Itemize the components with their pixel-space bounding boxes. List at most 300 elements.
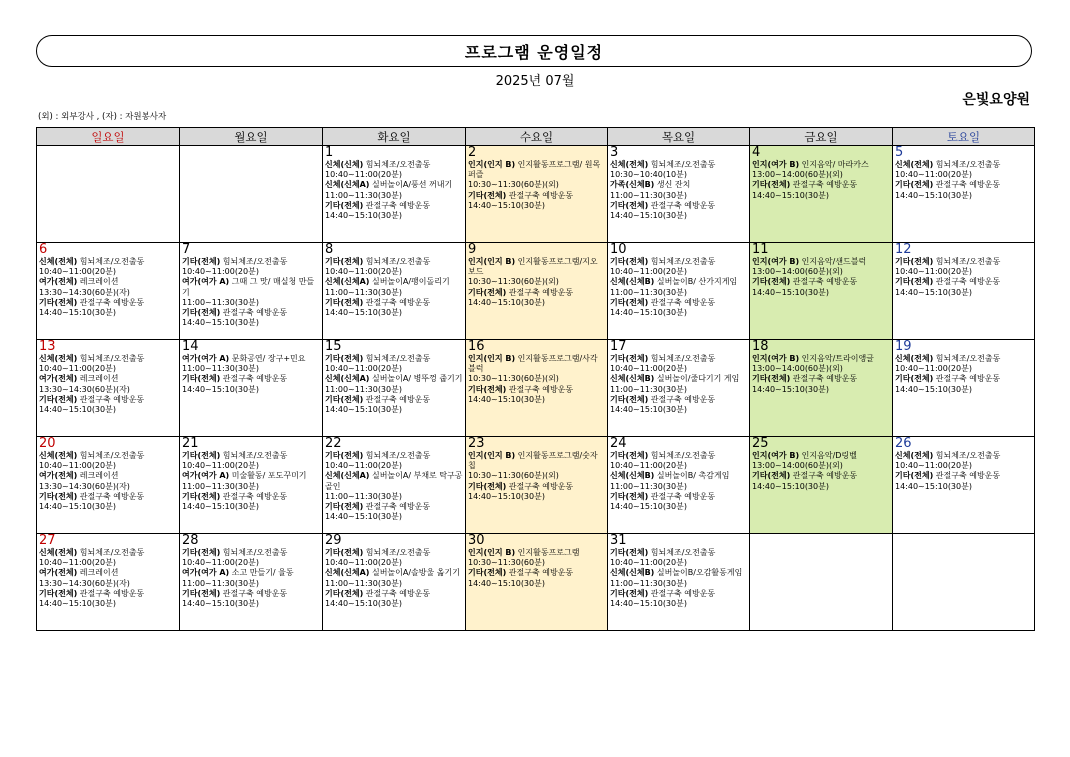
schedule-entry [325,492,463,502]
day-cell [323,146,466,243]
day-number: 17 [610,339,627,354]
schedule-entry [610,568,747,578]
entry-category: 여가(여가 A) [182,568,230,578]
entry-category: 여가(전체) [39,568,78,578]
schedule-entries [895,160,1032,201]
schedule-entry [39,492,177,502]
entry-category: 기타(전체) [895,277,934,287]
schedule-entry [39,267,177,277]
day-number: 13 [39,339,56,354]
entry-category: 기타(전체) [182,588,221,598]
schedule-entry [325,180,463,190]
entry-text: 10:40~11:00(20분) [182,558,259,568]
schedule-entry [752,288,890,298]
day-cell [750,534,893,631]
entry-text: 힘뇌체조/오전출동 [77,451,145,460]
day-cell [180,534,323,631]
entry-category: 기타(전체) [752,374,791,384]
entry-category: 신체(신체A) [325,471,370,481]
entry-text: 11:00~11:30(30분) [182,578,259,588]
day-number: 15 [325,339,342,354]
day-number: 18 [752,339,769,354]
weekday-header-thu: 목요일 [608,128,750,146]
entry-text: 미술활동/ 포도꾸미기 [229,471,307,481]
entry-text: 11:00~11:30(30분) [182,297,259,307]
entry-category: 여가(전체) [39,277,78,287]
schedule-entries [610,257,747,318]
entry-text: 10:40~11:00(20분) [325,267,402,277]
entry-category: 기타(전체) [610,354,649,363]
schedule-entry [39,277,177,287]
entry-text: 14:40~15:10(30분) [39,405,116,415]
entry-text: 10:30~11:30(60분)(외) [468,277,559,287]
schedule-entry [610,385,747,395]
schedule-entry [325,288,463,298]
schedule-entry [610,308,747,318]
schedule-entry [610,374,747,384]
schedule-entry [610,201,747,211]
entry-text: 13:00~14:00(60분)(외) [752,461,843,471]
schedule-entry [610,180,747,190]
day-number: 23 [468,436,485,451]
schedule-entry [752,277,890,287]
day-number: 21 [182,436,199,451]
entry-category: 신체(신체A) [325,568,370,578]
entry-text: 관절구축 예방운동 [77,491,145,501]
schedule-entry [610,364,747,374]
entry-category: 신체(신체A) [325,374,370,384]
entry-category: 기타(전체) [468,481,507,491]
entry-text: 힘뇌체조/오전출동 [363,257,431,266]
entry-category: 신체(전체) [895,451,934,460]
entry-text: 11:00~11:30(30분) [610,578,687,588]
weekday-header-fri: 금요일 [750,128,893,146]
entry-text: 관절구축 예방운동 [506,190,574,200]
day-cell [750,146,893,243]
entry-text: 10:40~11:00(20분) [39,364,116,374]
schedule-entry [39,395,177,405]
legend-note: (외) : 외부강사 , (자) : 자원봉사자 [38,112,167,122]
schedule-entry [182,298,320,308]
entry-text: 힘뇌체조/오전출동 [648,548,716,557]
entry-text: 14:40~15:10(30분) [895,481,972,491]
entry-text: 레크레이션 [77,471,119,481]
schedule-entries [895,257,1032,298]
day-number: 27 [39,533,56,548]
entry-text: 문화공연/ 장구+민요 [229,354,306,363]
entry-category: 기타(전체) [895,257,934,266]
schedule-entry [752,170,890,180]
entry-text: 힘뇌체조/오전출동 [648,257,716,266]
schedule-entries [325,354,463,415]
day-number: 29 [325,533,342,548]
schedule-entry [895,451,1032,461]
schedule-entries [752,451,890,492]
schedule-entry [610,160,747,170]
schedule-entry [610,267,747,277]
entry-category: 기타(전체) [752,471,791,481]
entry-text: 관절구축 예방운동 [933,471,1001,481]
week-row [37,146,1035,243]
schedule-entry [895,385,1032,395]
schedule-entry [610,451,747,461]
entry-text: 10:30~10:40(10분) [610,170,687,180]
entry-category: 여가(여가 A) [182,277,230,287]
entry-text: 인지활동프로그램/숫자칩 [468,451,598,471]
entry-category: 기타(전체) [325,588,364,598]
entry-text: 힘뇌체조/오전출동 [363,451,431,460]
entry-category: 인지(인지 B) [468,451,516,460]
day-cell [608,534,750,631]
day-cell [608,340,750,437]
entry-text: 10:40~11:00(20분) [325,558,402,568]
entry-category: 기타(전체) [325,200,364,210]
day-number: 11 [752,242,769,257]
schedule-entry [610,298,747,308]
entry-text: 11:00~11:30(30분) [325,384,402,394]
schedule-entry [468,558,605,568]
entry-category: 인지(인지 B) [468,548,516,557]
day-cell [37,146,180,243]
schedule-entry [895,277,1032,287]
schedule-entry [610,277,747,287]
day-cell [37,534,180,631]
schedule-entry [468,277,605,287]
schedule-entry [610,471,747,481]
entry-text: 14:40~15:10(30분) [325,599,402,609]
day-cell [893,146,1035,243]
schedule-entry [610,461,747,471]
entry-text: 관절구축 예방운동 [933,180,1001,190]
entry-text: 힘뇌체조/오전출동 [77,257,145,266]
entry-category: 기타(전체) [468,190,507,200]
schedule-entry [325,211,463,221]
entry-category: 여가(전체) [39,471,78,481]
day-cell [466,534,608,631]
week-row [37,437,1035,534]
entry-category: 기타(전체) [325,451,364,460]
schedule-entry [325,257,463,267]
schedule-entries [39,354,177,415]
schedule-entry [895,288,1032,298]
day-cell [466,243,608,340]
schedule-entry [39,568,177,578]
schedule-entry [39,461,177,471]
schedule-entry [325,599,463,609]
entry-category: 기타(전체) [895,180,934,190]
day-number: 5 [895,145,904,160]
schedule-entry [39,308,177,318]
entry-category: 여가(여가 A) [182,354,230,363]
entry-text: 14:40~15:10(30분) [325,512,402,522]
entry-text: 관절구축 예방운동 [220,491,288,501]
entry-text: 11:00~11:30(30분) [325,578,402,588]
day-number: 1 [325,145,334,160]
schedule-entry [610,288,747,298]
entry-category: 가족(신체B) [610,180,655,190]
schedule-entries [752,257,890,298]
entry-category: 신체(전체) [39,548,78,557]
entry-text: 11:00~11:30(30분) [325,190,402,200]
entry-text: 힘뇌체조/오전출동 [220,451,288,460]
entry-text: 관절구축 예방운동 [790,471,858,481]
entry-text: 11:00~11:30(30분) [325,491,402,501]
schedule-entry [39,298,177,308]
schedule-entry [610,492,747,502]
entry-text: 13:00~14:00(60분)(외) [752,267,843,277]
entry-text: 관절구축 예방운동 [506,287,574,297]
entry-text: 실버놀이A/솔방울 옮기기 [369,568,460,578]
schedule-entry [39,288,177,298]
entry-category: 기타(전체) [610,548,649,557]
schedule-entry [752,451,890,461]
entry-category: 기타(전체) [895,471,934,481]
schedule-entry [468,201,605,211]
day-cell [750,437,893,534]
entry-category: 신체(전체) [39,451,78,460]
schedule-entry [610,354,747,364]
entry-category: 기타(전체) [39,491,78,501]
entry-text: 실버놀이B/ 산가지게임 [654,277,738,287]
schedule-entry [610,558,747,568]
schedule-entry [182,374,320,384]
weekday-header-wed: 수요일 [466,128,608,146]
day-number: 28 [182,533,199,548]
entry-text: 11:00~11:30(30분) [325,287,402,297]
entry-text: 인지활동프로그램/사각블럭 [468,354,598,374]
schedule-entry [895,170,1032,180]
entry-category: 인지(여가 B) [752,451,800,460]
entry-text: 관절구축 예방운동 [77,394,145,404]
schedule-entry [182,548,320,558]
entry-text: 10:40~11:00(20분) [895,267,972,277]
entry-text: 10:40~11:00(20분) [182,461,259,471]
entry-text: 힘뇌체조/오전출동 [77,354,145,363]
entry-text: 힘뇌체조/오전출동 [648,354,716,363]
schedule-entry [39,482,177,492]
entry-text: 14:40~15:10(30분) [752,384,829,394]
day-cell [323,340,466,437]
schedule-entry [182,492,320,502]
schedule-entries [895,451,1032,492]
entry-category: 기타(전체) [610,588,649,598]
entry-text: 14:40~15:10(30분) [752,481,829,491]
entry-text: 힘뇌체조/오전출동 [933,160,1001,169]
entry-text: 11:00~11:30(30분) [610,481,687,491]
entry-text: 11:00~11:30(30분) [610,287,687,297]
entry-text: 관절구축 예방운동 [220,588,288,598]
entry-text: 14:40~15:10(30분) [468,297,545,307]
entry-text: 관절구축 예방운동 [220,374,288,384]
schedule-entry [752,160,890,170]
schedule-entry [610,579,747,589]
entry-text: 관절구축 예방운동 [648,394,716,404]
schedule-entry [610,599,747,609]
schedule-entries [468,257,605,308]
schedule-entry [895,354,1032,364]
entry-category: 기타(전체) [182,548,221,557]
schedule-entry [182,308,320,318]
day-cell [608,243,750,340]
day-number: 26 [895,436,912,451]
schedule-entry [325,548,463,558]
schedule-entry [752,482,890,492]
day-number: 2 [468,145,477,160]
entry-text: 관절구축 예방운동 [790,277,858,287]
schedule-entry [182,599,320,609]
month-label: 2025년 07월 [495,74,575,89]
entry-category: 기타(전체) [610,257,649,266]
schedule-entries [325,548,463,609]
schedule-entry [325,395,463,405]
entry-category: 기타(전체) [468,384,507,394]
day-number: 12 [895,242,912,257]
entry-category: 기타(전체) [610,491,649,501]
schedule-entries [325,160,463,221]
schedule-entry [325,451,463,461]
schedule-entry [325,374,463,384]
schedule-entry [468,548,605,558]
entry-text: 레크레이션 [77,374,119,384]
entry-text: 관절구축 예방운동 [648,588,716,598]
entry-text: 13:30~14:30(60분)(자) [39,287,130,297]
schedule-entries [325,257,463,318]
entry-text: 힘뇌체조/오전출동 [220,548,288,557]
entry-text: 14:40~15:10(30분) [182,318,259,328]
entry-text: 관절구축 예방운동 [363,200,431,210]
schedule-entry [895,257,1032,267]
entry-text: 인지활동프로그램/지오보드 [468,257,598,277]
entry-category: 기타(전체) [325,257,364,266]
schedule-entries [39,451,177,512]
entry-text: 관절구축 예방운동 [220,308,288,318]
day-cell [37,243,180,340]
entry-text: 10:40~11:00(20분) [895,170,972,180]
week-row [37,534,1035,631]
entry-text: 14:40~15:10(30분) [895,190,972,200]
schedule-entry [610,395,747,405]
entry-text: 관절구축 예방운동 [933,374,1001,384]
schedule-entry [325,558,463,568]
entry-category: 인지(여가 B) [752,160,800,169]
entry-text: 10:40~11:00(20분) [610,461,687,471]
entry-category: 신체(신체B) [610,471,655,481]
entry-text: 관절구축 예방운동 [77,588,145,598]
weekday-header-sat: 토요일 [893,128,1035,146]
entry-category: 신체(전체) [39,257,78,266]
schedule-entry [895,482,1032,492]
schedule-entry [468,451,605,471]
entry-category: 신체(전체) [895,354,934,363]
schedule-entry [468,492,605,502]
schedule-entries [468,160,605,211]
schedule-entries [468,548,605,589]
schedule-entry [325,267,463,277]
entry-text: 힘뇌체조/오전출동 [363,160,431,169]
schedule-entries [182,548,320,609]
entry-text: 인지음악/D링벨 [799,451,857,460]
entry-text: 관절구축 예방운동 [506,481,574,491]
week-row [37,340,1035,437]
day-number: 14 [182,339,199,354]
schedule-entry [610,191,747,201]
entry-text: 10:40~11:00(20분) [182,267,259,277]
entry-text: 10:40~11:00(20분) [325,364,402,374]
entry-text: 14:40~15:10(30분) [610,211,687,221]
entry-category: 기타(전체) [752,277,791,287]
schedule-entry [39,599,177,609]
entry-category: 신체(신체B) [610,568,655,578]
entry-category: 기타(전체) [325,354,364,363]
entry-text: 13:30~14:30(60분)(자) [39,384,130,394]
schedule-entry [468,288,605,298]
day-cell [180,243,323,340]
entry-category: 신체(전체) [895,160,934,169]
schedule-entry [468,374,605,384]
day-cell [323,243,466,340]
schedule-entry [468,180,605,190]
schedule-entry [182,502,320,512]
schedule-entry [325,568,463,578]
entry-text: 실버놀이A/풍선 꺼내기 [369,180,453,190]
day-cell [608,437,750,534]
schedule-entry [39,589,177,599]
schedule-entry [610,589,747,599]
entry-text: 관절구축 예방운동 [648,297,716,307]
schedule-entry [182,257,320,267]
entry-text: 14:40~15:10(30분) [182,502,259,512]
schedule-entry [752,354,890,364]
schedule-entry [610,257,747,267]
schedule-entry [325,512,463,522]
entry-category: 기타(전체) [39,588,78,598]
day-number: 25 [752,436,769,451]
entry-text: 11:00~11:30(30분) [610,190,687,200]
schedule-entry [752,471,890,481]
entry-text: 10:30~11:30(60분) [468,558,545,568]
schedule-entry [752,267,890,277]
schedule-entry [610,405,747,415]
schedule-entry [610,548,747,558]
schedule-entry [39,374,177,384]
weekday-header-mon: 월요일 [180,128,323,146]
entry-category: 신체(전체) [39,354,78,363]
entry-text: 실버놀이A/팽이돌리기 [369,277,450,287]
entry-text: 14:40~15:10(30분) [610,502,687,512]
schedule-entry [182,364,320,374]
schedule-entry [39,579,177,589]
entry-text: 인지음악/샌드블럭 [799,257,867,266]
entry-text: 실버놀이/줄다기기 게임 [654,374,740,384]
schedule-entry [895,374,1032,384]
entry-category: 기타(전체) [325,548,364,557]
entry-text: 10:30~11:30(60분)(외) [468,471,559,481]
entry-text: 10:40~11:00(20분) [39,267,116,277]
entry-text: 인지활동프로그램/ 원목퍼즐 [468,160,601,180]
day-cell [180,437,323,534]
schedule-entry [468,579,605,589]
schedule-entries [325,451,463,522]
schedule-entries [895,354,1032,395]
entry-text: 14:40~15:10(30분) [325,405,402,415]
entry-text: 10:40~11:00(20분) [610,267,687,277]
schedule-entry [468,298,605,308]
entry-category: 기타(전체) [895,374,934,384]
entry-text: 10:40~11:00(20분) [610,364,687,374]
day-number: 3 [610,145,619,160]
entry-text: 관절구축 예방운동 [363,502,431,512]
schedule-entry [325,170,463,180]
